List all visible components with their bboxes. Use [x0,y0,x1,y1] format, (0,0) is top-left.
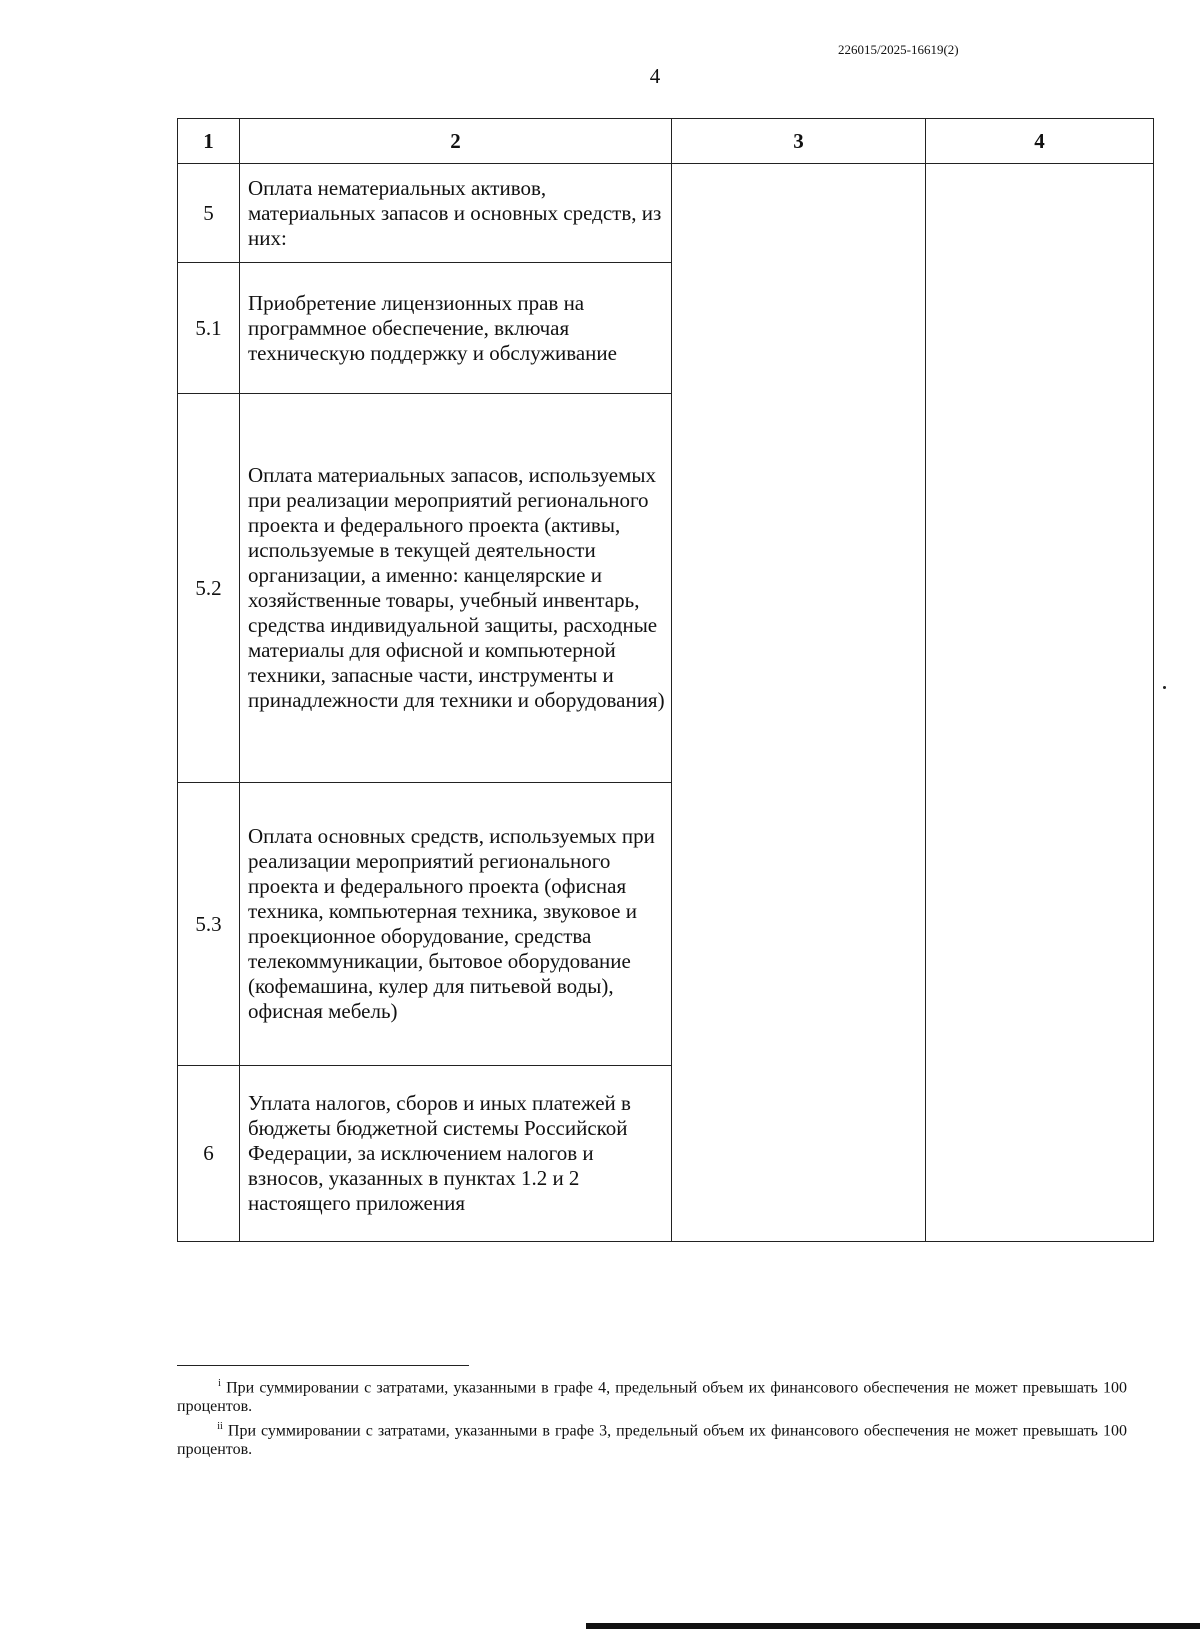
row-number: 5.3 [178,783,240,1066]
row-description: Оплата основных средств, используемых при реализации мероприятий регионального проекта и федерального проекта (офисная техника, компьютерная техника, звуковое и проекционное оборудование, средства телекоммуникации, бытовое оборудование (кофемашина, кулер для питьевой воды), офисная мебель) [240,783,672,1066]
scan-edge-bar [586,1623,1200,1629]
column-header-3: 3 [672,119,926,164]
row-description: Приобретение лицензионных прав на программное обеспечение, включая техническую поддержку и обслуживание [240,263,672,394]
row-description: Оплата нематериальных активов, материальных запасов и основных средств, из них: [240,164,672,263]
row-description: Оплата материальных запасов, используемых при реализации мероприятий регионального проекта и федерального проекта (активы, используемые в текущей деятельности организации, а именно: канцелярские и хозяйственные товары, учебный инвентарь, средства индивидуальной защиты, расходные материалы для офисной и компьютерной техники, запасные части, инструменты и принадлежности для техники и оборудования) [240,394,672,783]
table-header-row [178,119,1154,164]
column-header-2: 2 [240,119,672,164]
document-id: 226015/2025-16619(2) [838,42,959,57]
footnote-separator [177,1365,469,1366]
table-row [178,164,1154,263]
scan-speck [1163,686,1166,689]
row-number: 5.2 [178,394,240,783]
column-header-4: 4 [926,119,1154,164]
row-number: 6 [178,1066,240,1242]
page-number: 4 [649,64,661,88]
footnote-marker: i [218,1378,221,1389]
expenses-table [177,118,1154,1242]
row-number: 5 [178,164,240,263]
column-4-cell [926,164,1154,1242]
footnote-text: При суммировании с затратами, указанными в графе 4, предельный объем их финансового обеспечения не может превышать 100 процентов. [177,1379,1128,1416]
footnote-marker: ii [217,1421,223,1432]
column-3-cell [672,164,926,1242]
row-number: 5.1 [178,263,240,394]
column-header-1: 1 [178,119,240,164]
footnote-text: При суммировании с затратами, указанными в графе 3, предельный объем их финансового обеспечения не может превышать 100 процентов. [177,1422,1128,1459]
footnote-1 [177,1374,1127,1416]
footnote-2 [177,1417,1127,1459]
row-description: Уплата налогов, сборов и иных платежей в бюджеты бюджетной системы Российской Федерации, за исключением налогов и взносов, указанных в пунктах 1.2 и 2 настоящего приложения [240,1066,672,1242]
